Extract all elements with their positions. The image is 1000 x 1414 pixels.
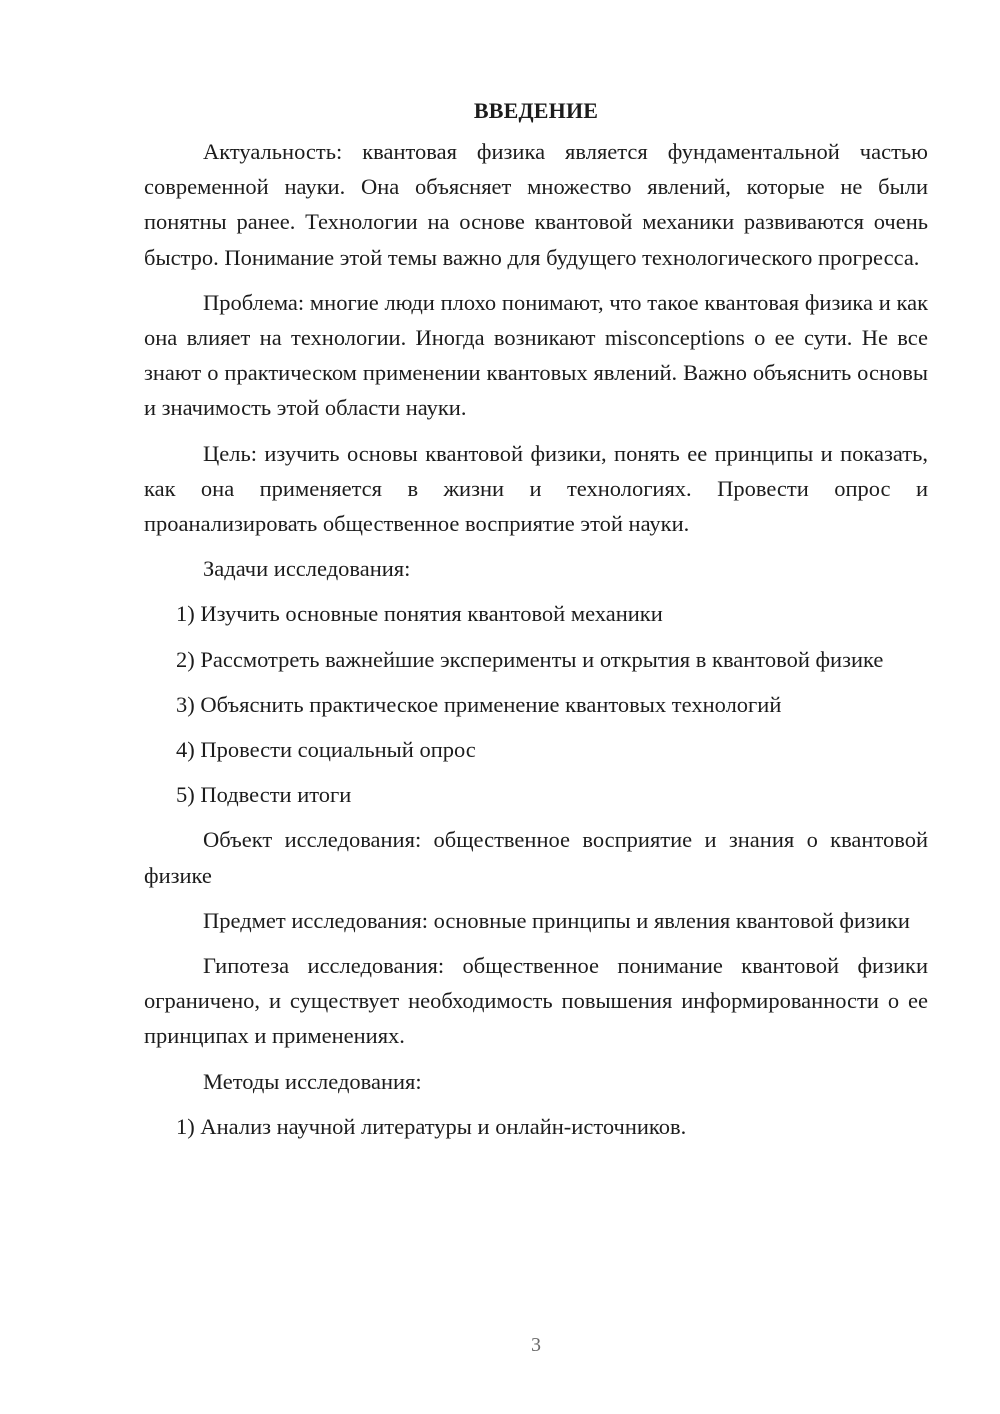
problem-paragraph: Проблема: многие люди плохо понимают, что такое квантовая физика и как она влияет на технологии. Иногда возникают misconceptions о ее сути. Не все знают о практическом применении квантовых явлений. Важно объяснить основы и значимость этой области науки. <box>144 289 928 421</box>
hypothesis-paragraph: Гипотеза исследования: общественное понимание квантовой физики ограничено, и существует необходимость повышения информированности о ее принципах и применениях. <box>144 953 928 1049</box>
relevance-paragraph: Актуальность: квантовая физика является фундаментальной частью современной науки. Она объясняет множество явлений, которые не были понятны ранее. Технологии на основе квантовой механики развиваются очень быстро. Понимание этой темы важно для будущего технологического прогресса. <box>144 139 928 270</box>
task-item: 3) Объяснить практическое применение квантовых технологий <box>176 691 782 717</box>
goal-paragraph: Цель: изучить основы квантовой физики, понять ее принципы и показать, как она применяется в жизни и технологиях. Провести опрос и проанализировать общественное восприятие этой науки. <box>144 440 928 537</box>
section-heading: ВВЕДЕНИЕ <box>473 98 599 123</box>
task-item: 4) Провести социальный опрос <box>176 737 476 763</box>
subject-paragraph: Предмет исследования: основные принципы и явления квантовой физики <box>203 907 910 933</box>
object-paragraph: Объект исследования: общественное восприятие и знания о квантовой физике <box>144 827 928 888</box>
task-item: 2) Рассмотреть важнейшие эксперименты и открытия в квантовой физике <box>176 646 884 672</box>
method-item: 1) Анализ научной литературы и онлайн-источников. <box>176 1113 687 1139</box>
page-number: 3 <box>531 1334 541 1356</box>
task-item: 5) Подвести итоги <box>176 782 352 808</box>
tasks-label: Задачи исследования: <box>203 556 411 582</box>
page-content <box>144 96 928 1154</box>
task-item: 1) Изучить основные понятия квантовой механики <box>176 601 663 627</box>
methods-label: Методы исследования: <box>203 1068 422 1094</box>
